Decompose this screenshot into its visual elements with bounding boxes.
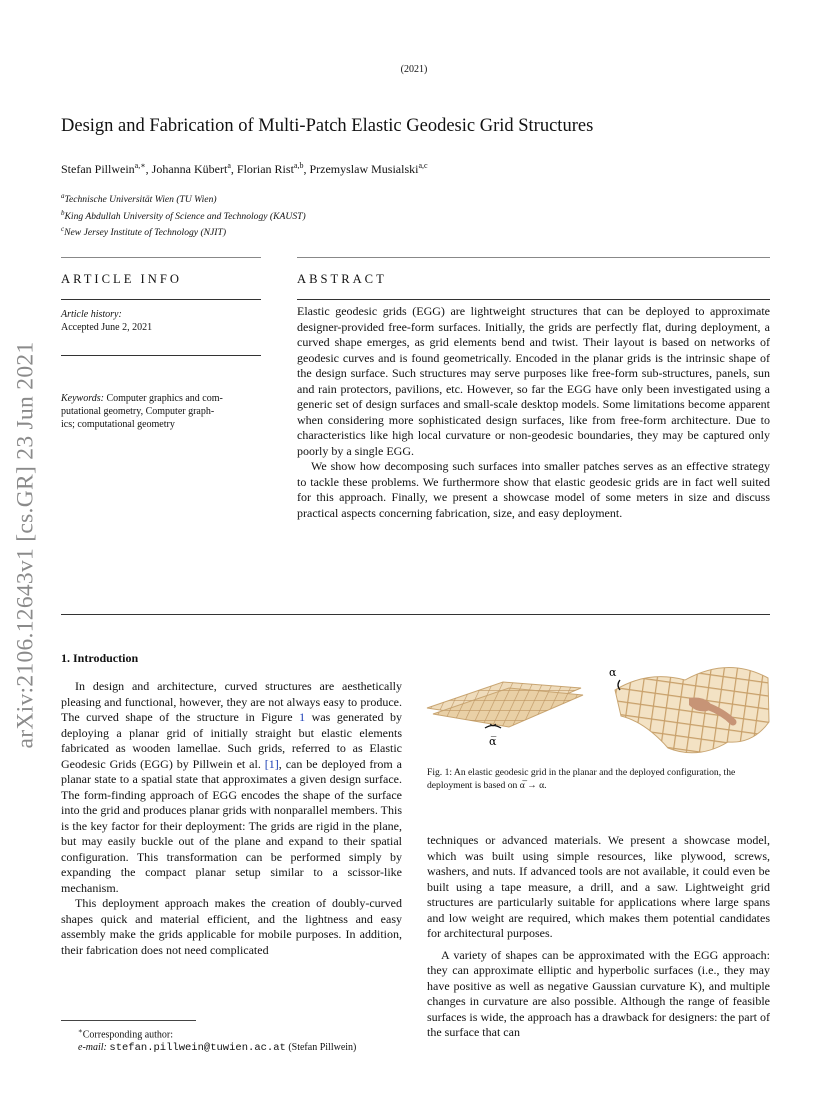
intro-paragraph: In design and architecture, curved structures are aesthetically pleasing and functional, however, they are not always easy to produce. The curved shape of the structure in Figure 1 was generated by deploying a planar grid of initially straight but elastic elements fabricated as wooden lamellae. Such grids, referred to as Elastic Geodesic Grids (EGG) by Pillwein et al. [1], can be deployed from a planar state to a spatial state that approximates a given design surface. The form-finding approach of EGG encodes the shape of the surface into the grid and produces planar grids with nonparallel members. This is the key factor for their deployment: The grids are rigid in the plane, but may easily buckle out of the plane and expand to their spatial configuration. This transformation can be performed simply by expanding the compact planar setup similar to a scissor-like mechanism. — [61, 679, 402, 895]
abstract-heading: ABSTRACT — [297, 272, 387, 286]
abstract-body — [297, 304, 770, 521]
intro-paragraph: This deployment approach makes the creation of doubly-curved shapes quick and material efficient, and the lightness and easy assembly make the grids applicable for mobile purposes. In addition, their fabrication does not need complicated — [61, 896, 402, 957]
deployed-grid — [615, 667, 769, 752]
footnote-rule — [61, 1020, 196, 1021]
body-paragraph: techniques or advanced materials. We present a showcase model, which was built using simple resources, like plywood, screws, washers, and nuts. If advanced tools are not available, it could even be built using a tape measure, a drill, and a saw. Lightweight grid structures are particularly suitable for applications where large spans and low weight are required, which makes them potential candidates for architectural purposes. — [427, 833, 770, 940]
page-year: (2021) — [400, 64, 428, 75]
author-sup: a,c — [418, 161, 428, 170]
author-sup: a,∗ — [134, 161, 146, 170]
paper-title: Design and Fabrication of Multi-Patch Elastic Geodesic Grid Structures — [61, 116, 594, 136]
figure-illustration — [423, 660, 773, 760]
keywords: Keywords: Computer graphics and com- putational geometry, Computer graph- ics; computational geometry — [61, 393, 223, 430]
arxiv-sidebar — [8, 300, 44, 790]
body-paragraph: A variety of shapes can be approximated with the EGG approach: they can approximate elliptic and hyperbolic surfaces (i.e., they may have positive as well as negative Gaussian curvature K), and multiple changes in curvature are also possible. Although the range of feasible surfaces is wide, the approach has a drawback for designers: the part of the surface that can — [427, 947, 770, 1039]
affiliation: $^c$New Jersey Institute of Technology (NJIT) — [61, 225, 227, 239]
intro-text — [61, 679, 402, 958]
history-label: Article history: — [61, 309, 122, 320]
planar-grid — [427, 682, 583, 728]
article-info-heading: ARTICLE INFO — [61, 272, 182, 286]
affiliations — [61, 190, 306, 240]
figure-caption: Fig. 1: An elastic geodesic grid in the planar and the deployed configuration, the deployment is based on α̅ → α. — [427, 767, 736, 791]
figure-ref-link[interactable]: 1 — [299, 710, 306, 724]
author-name: Florian Rist — [236, 162, 294, 176]
accepted-date: Accepted June 2, 2021 — [61, 322, 153, 333]
author-sup: a,b — [293, 161, 304, 170]
abstract-paragraph: Elastic geodesic grids (EGG) are lightweight structures that can be deployed to approximate designer-provided free-form surfaces. Initially, the grids are perfectly flat, during deployment, a curved shape emerges, as grid elements bend and twist. Their layout is based on networks of geodesic curves and is found geometrically. Encoded in the planar grids is the intrinsic shape of the design surface. Such structures may serve purposes like free-form sub-structures, panels, sun and rain protectors, pavilions, etc. However, so far the EGG have only been investigated using a generic set of design surfaces and small-scale desktop models. Some limitations become apparent when considering more sophisticated design surfaces, like from free-form architecture. Due to characteristics like high local curvature or non-geodesic boundaries, they may be captured only poorly by a single EGG. — [297, 304, 770, 458]
arxiv-id: arXiv:2106.12643v1 [cs.GR] 23 Jun 2021 — [12, 341, 39, 749]
author-sup: a — [227, 161, 231, 170]
alpha-label: α — [609, 666, 617, 679]
footnote: ∗Corresponding author: e-mail: stefan.pillwein@tuwien.ac.at (Stefan Pillwein) — [78, 1027, 357, 1055]
affiliation: $^a$Technische Universität Wien (TU Wien) — [61, 192, 217, 206]
email-address[interactable]: stefan.pillwein@tuwien.ac.at — [109, 1042, 286, 1055]
article-history — [61, 308, 261, 334]
divider — [61, 355, 261, 356]
divider — [61, 257, 261, 258]
alpha-bar-label: α̅ — [489, 735, 497, 748]
divider — [61, 299, 261, 300]
author-name: Stefan Pillwein — [61, 162, 135, 176]
citation-link[interactable]: [1] — [264, 756, 279, 771]
abstract-paragraph: We show how decomposing such surfaces into smaller patches serves as an effective strategy to tackle these problems. We furthermore show that elastic geodesic grids are in fact well suited for this approach. Finally, we present a showcase model of some meters in size and discuss practical aspects concerning fabrication, size, and easy deployment. — [297, 459, 770, 520]
divider — [297, 257, 770, 258]
author-list: Stefan Pillwein$^{a,∗}$, Johanna Kübert$^a$, Florian Rist$^{a,b}$, Przemyslaw Musialski$^{a,c}$ — [61, 161, 428, 176]
footnote-label: Corresponding author: — [82, 1029, 174, 1041]
divider — [297, 299, 770, 300]
affiliation: $^b$King Abdullah University of Science and Technology (KAUST) — [61, 208, 306, 222]
figure-1 — [423, 660, 773, 760]
author-name: Przemyslaw Musialski — [309, 162, 419, 176]
section-heading: 1. Introduction — [61, 651, 139, 665]
right-column-text — [427, 833, 770, 1041]
keywords-label: Keywords: — [61, 393, 104, 404]
divider — [61, 614, 770, 615]
author-name: Johanna Kübert — [151, 162, 228, 176]
